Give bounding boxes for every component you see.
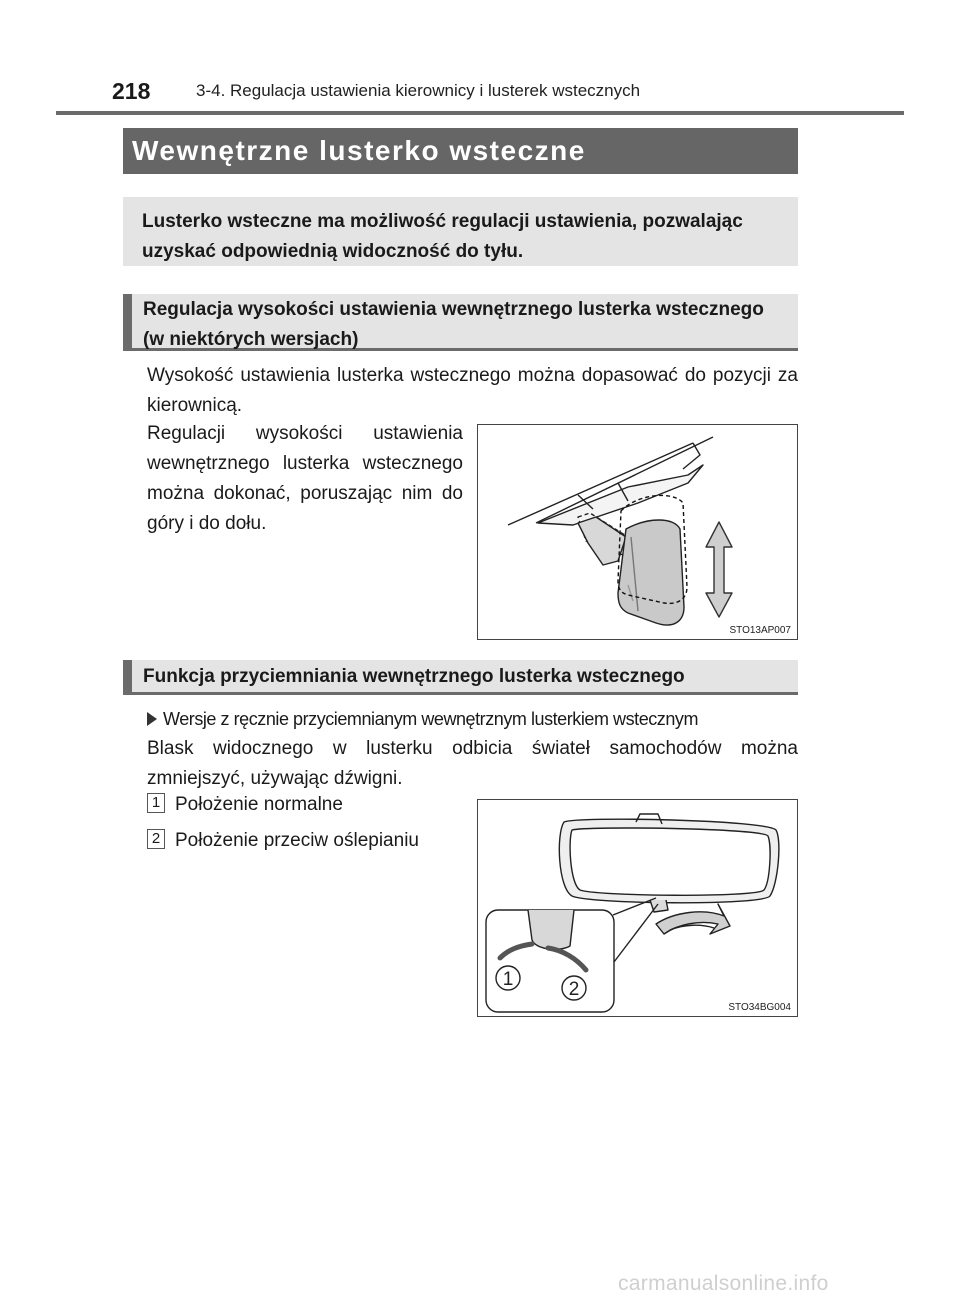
subheading-dimming <box>123 660 798 695</box>
running-header: 3-4. Regulacja ustawienia kierownicy i lusterek wstecznych <box>196 81 641 100</box>
header-divider <box>56 111 904 115</box>
legend-text: Położenie przeciw oślepianiu <box>175 830 419 851</box>
mirror-lever-illustration <box>478 800 798 1017</box>
legend-number-box: 2 <box>147 829 165 849</box>
version-bullet <box>147 704 807 734</box>
bullet-triangle-icon <box>147 712 157 726</box>
mirror-height-figure <box>477 424 798 640</box>
figure-code: STO34BG004 <box>728 1002 791 1013</box>
subheading-height-text: Regulacja wysokości ustawienia wewnętrznego lusterka wstecznego (w niektórych wersjach) <box>143 299 764 350</box>
subheading-dimming-text: Funkcja przyciemniania wewnętrznego lusterka wstecznego <box>143 666 685 687</box>
legend-number-box: 1 <box>147 793 165 813</box>
callout-number-1: 1 <box>502 969 514 990</box>
page-title: Wewnętrzne lusterko wsteczne <box>132 135 586 166</box>
intro-text: Lusterko wsteczne ma możliwość regulacji ustawienia, pozwalając uzyskać odpowiednią widoczność do tyłu. <box>142 211 743 262</box>
section-title-bar <box>123 128 798 174</box>
legend-item <box>147 826 419 856</box>
height-paragraph-2: Regulacji wysokości ustawienia wewnętrznego lusterka wstecznego można dokonać, poruszając nim do góry i do dołu. <box>147 423 463 534</box>
legend-item <box>147 790 343 820</box>
mirror-lever-figure <box>477 799 798 1017</box>
intro-box <box>123 197 798 266</box>
page-number: 218 <box>112 78 151 104</box>
watermark: carmanualsonline.info <box>618 1272 829 1295</box>
callout-number-2: 2 <box>568 979 580 1000</box>
figure-code: STO13AP007 <box>729 625 791 636</box>
mirror-height-illustration <box>478 425 798 640</box>
version-bullet-text: Wersje z ręcznie przyciemnianym wewnętrznym lusterkiem wstecznym <box>163 709 699 729</box>
dimming-paragraph: Blask widocznego w lusterku odbicia świateł samochodów można zmniejszyć, używając dźwigni. <box>147 738 798 789</box>
legend-text: Położenie normalne <box>175 794 343 815</box>
height-paragraph-1: Wysokość ustawienia lusterka wstecznego można dopasować do pozycji za kierownicą. <box>147 365 798 416</box>
subheading-height-adjustment <box>123 294 798 351</box>
